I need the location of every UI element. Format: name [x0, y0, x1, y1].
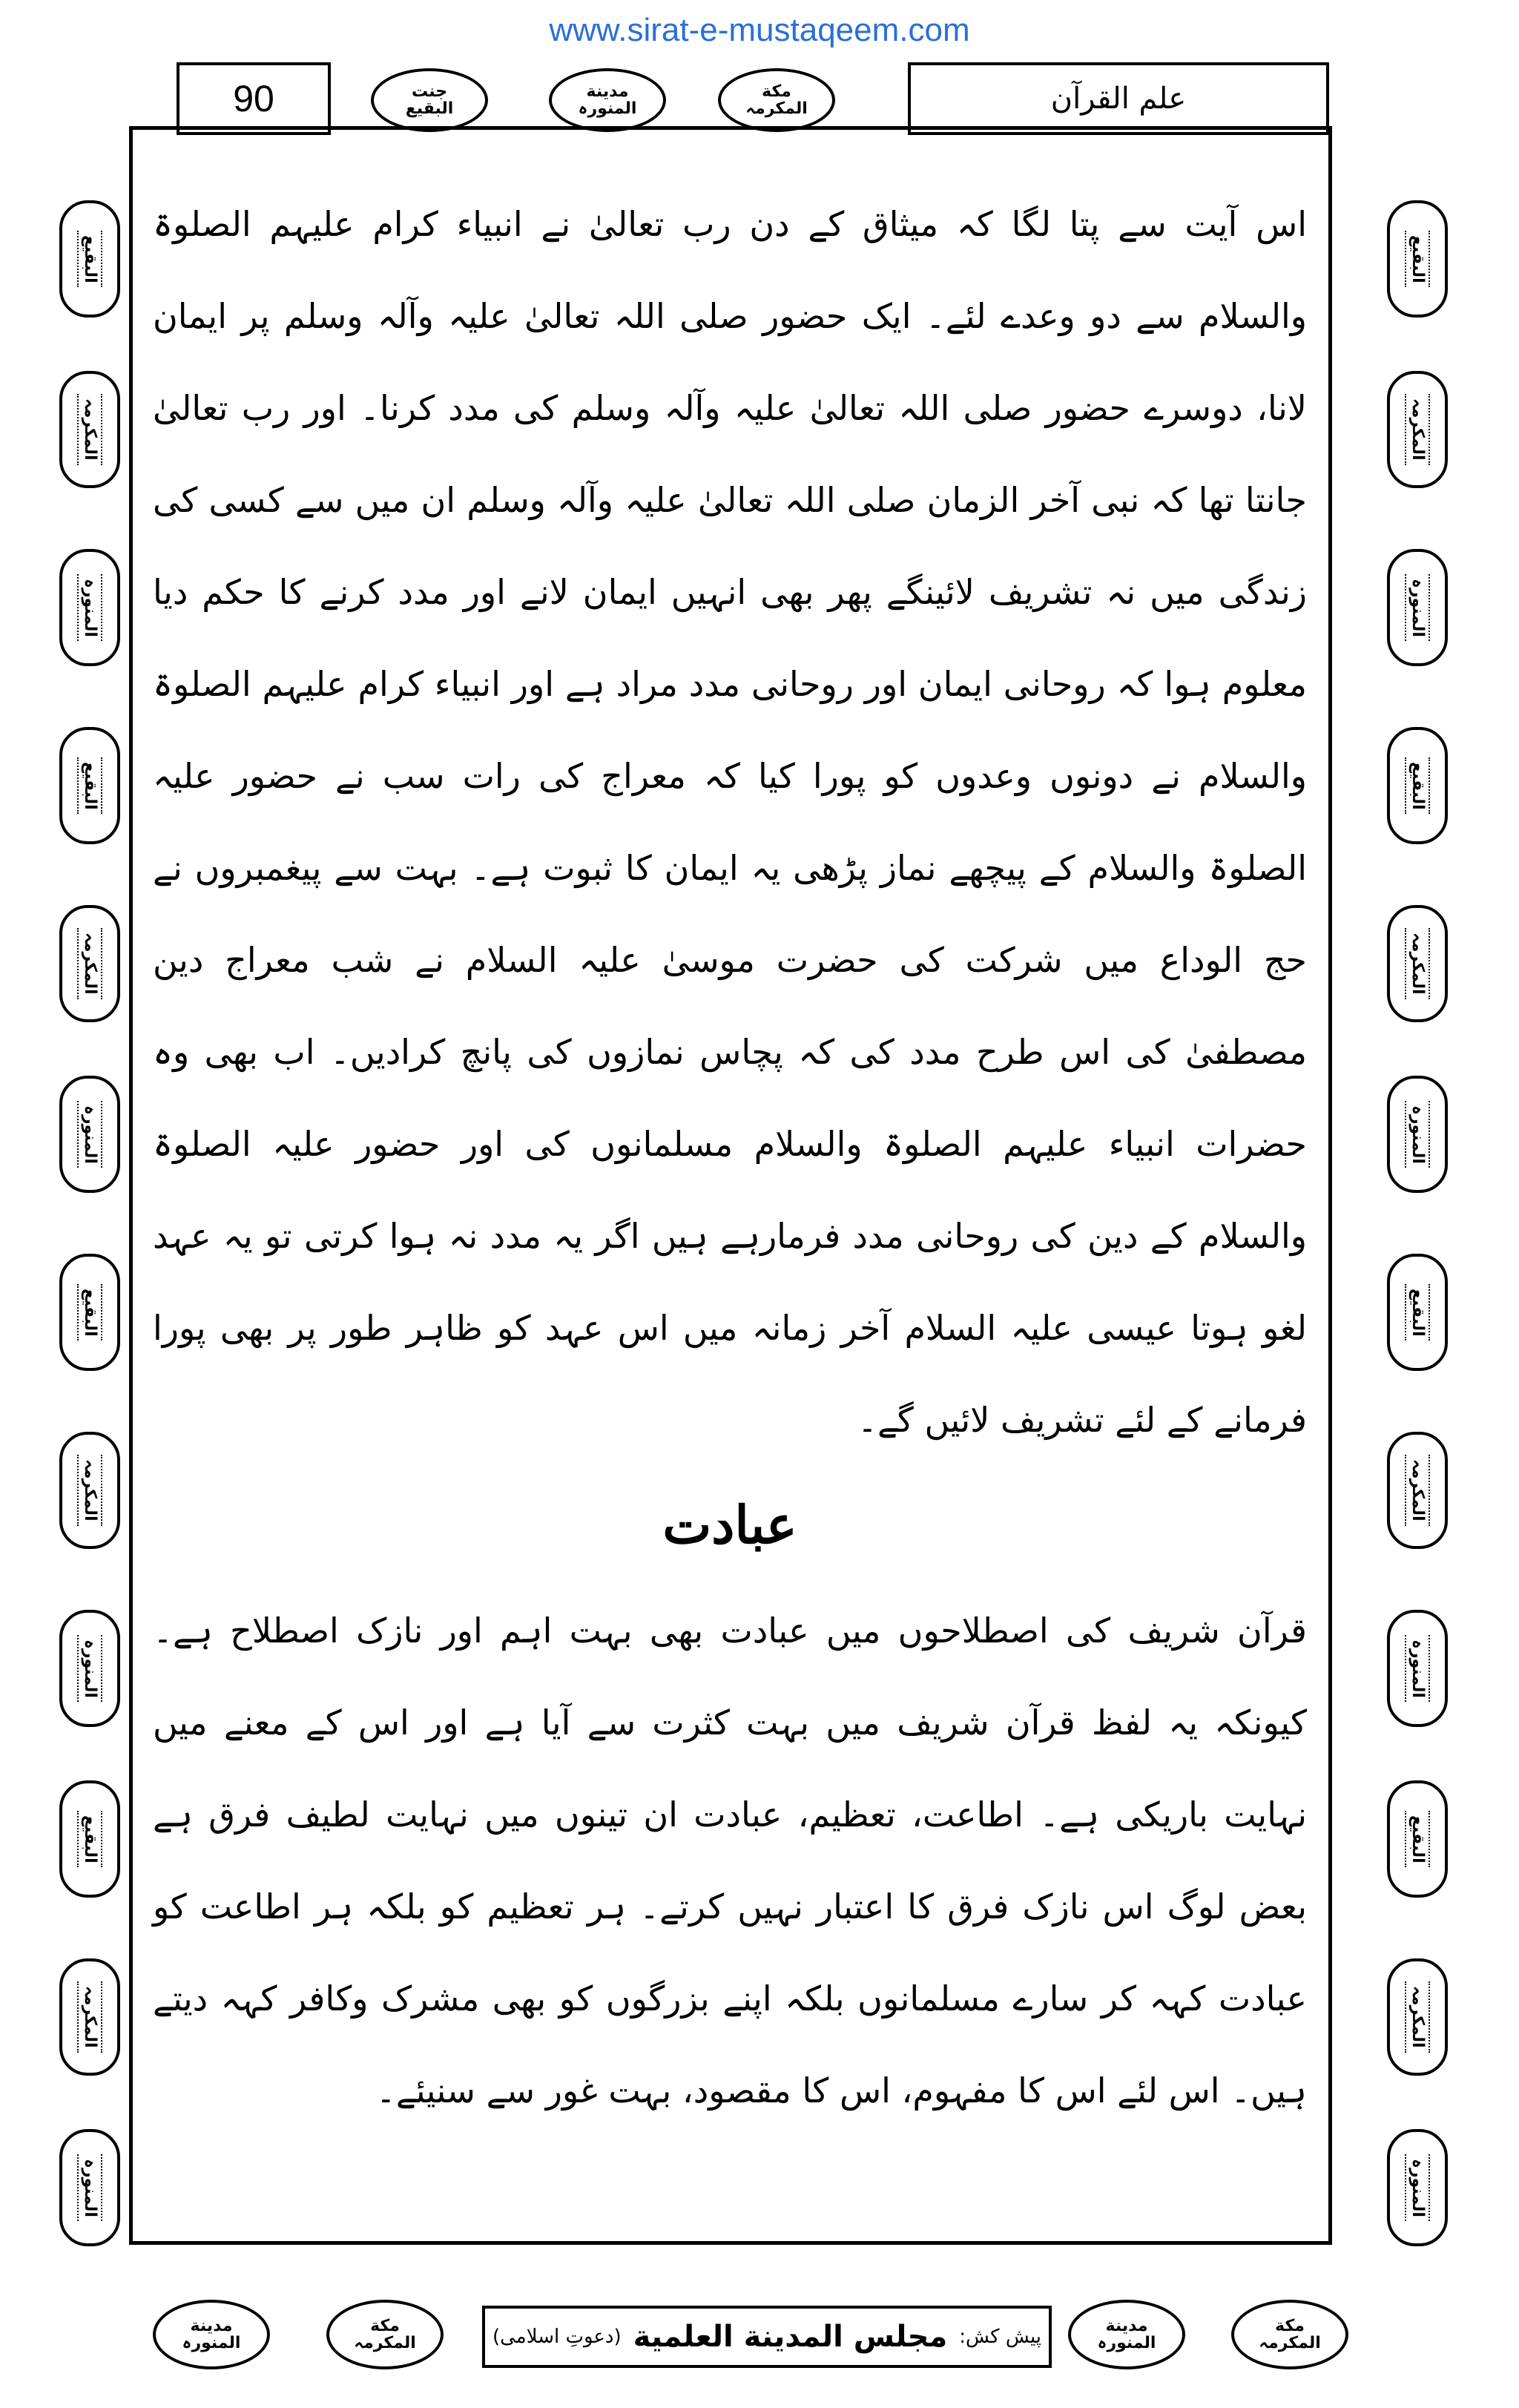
side-ornament-right-2: المکرمہ [1387, 371, 1448, 488]
badge-line2: المکرمہ [1259, 2334, 1321, 2352]
page-content [153, 178, 1307, 2211]
badge-line2: المنورہ [578, 99, 637, 118]
badge-line1: مدینة [190, 2316, 233, 2335]
footer-badge-2 [326, 2300, 444, 2369]
side-ornament-right-8: المکرمہ [1387, 1432, 1448, 1549]
side-ornament-right-7: البقیع [1387, 1254, 1448, 1371]
side-ornament-left-3: المنورہ [59, 549, 120, 666]
badge-line2: المکرمہ [745, 99, 808, 118]
side-ornament-left-9: المنورہ [59, 1610, 120, 1727]
footer-badge-1 [153, 2300, 270, 2369]
side-ornament-left-5: المکرمہ [59, 905, 120, 1022]
side-ornament-left-11: المکرمہ [59, 1958, 120, 2076]
body-paragraph-2: قرآن شریف کی اصطلاحوں میں عبادت بھی بہت اہم اور نازک اصطلاح ہے۔ کیونکہ یہ لفظ قرآن شریف میں بہت کثرت سے آیا ہے اور اس کے معنے میں نہایت باریکی ہے۔ اطاعت، تعظیم، عبادت ان تینوں میں نہایت لطیف فرق ہے بعض لوگ اس نازک فرق کا اعتبار نہیں کرتے۔ ہر تعظیم کو بلکہ ہر اطاعت کو عبادت کہہ کر سارے مسلمانوں بلکہ اپنے بزرگوں کو بھی مشرک وکافر کہہ دیتے ہیں۔ اس لئے اس کا مفہوم، اس کا مقصود، بہت غور سے سنیئے۔ [153, 1611, 1307, 2111]
badge-line2: المکرمہ [354, 2334, 416, 2352]
page-number: 90 [177, 62, 331, 135]
side-ornament-left-6: المنورہ [59, 1076, 120, 1193]
side-ornament-right-11: المکرمہ [1387, 1958, 1448, 2076]
side-ornament-right-9: المنورہ [1387, 1610, 1448, 1727]
badge-line2: المنورہ [182, 2334, 241, 2352]
side-ornament-right-12: المنورہ [1387, 2129, 1448, 2246]
site-url[interactable]: www.sirat-e-mustaqeem.com [549, 12, 970, 48]
badge-line1: مکة [1275, 2316, 1305, 2335]
side-ornament-left-2: المکرمہ [59, 371, 120, 488]
dawat-label: (دعوتِ اسلامی) [492, 2326, 622, 2348]
header-badge-madina [549, 68, 666, 132]
publisher-name: مجلس المدینة العلمیة [633, 2320, 948, 2354]
presented-by-label: پیش کش: [959, 2326, 1042, 2348]
side-ornament-left-8: المکرمہ [59, 1432, 120, 1549]
side-ornament-right-3: المنورہ [1387, 549, 1448, 666]
header-badge-makkah [718, 68, 835, 132]
side-ornament-left-12: المنورہ [59, 2129, 120, 2246]
side-ornament-left-1: البقیع [59, 200, 120, 318]
book-title: علم القرآن [908, 62, 1329, 135]
footer-badge-3 [1068, 2300, 1185, 2369]
header-badge-baqi [371, 68, 488, 132]
section-heading: عبادت [662, 1494, 797, 1556]
badge-line2: البقیع [405, 99, 454, 118]
badge-line1: مکة [370, 2316, 400, 2335]
side-ornament-right-4: البقیع [1387, 727, 1448, 844]
side-ornament-left-10: البقیع [59, 1780, 120, 1898]
side-ornament-left-7: البقیع [59, 1254, 120, 1371]
badge-line1: جنت [411, 82, 448, 101]
body-paragraph-1: اس آیت سے پتا لگا کہ میثاق کے دن رب تعالیٰ نے انبیاء کرام علیہم الصلوۃ والسلام سے دو وعدے لئے۔ ایک حضور صلی اللہ تعالیٰ علیہ وآلہ وسلم پر ایمان لانا، دوسرے حضور صلی اللہ تعالیٰ علیہ وآلہ وسلم کی مدد کرنا۔ اور رب تعالیٰ جانتا تھا کہ نبی آخر الزمان صلی اللہ تعالیٰ علیہ وآلہ وسلم ان میں سے کسی کی زندگی میں نہ تشریف لائینگے پھر بھی انہیں ایمان لانے اور مدد کرنے کا حکم دیا معلوم ہوا کہ روحانی ایمان اور روحانی مدد مراد ہے اور انبیاء کرام علیہم الصلوۃ والسلام نے دونوں وعدوں کو پورا کیا کہ معراج کی رات سب نے حضور علیہ الصلوۃ والسلام کے پیچھے نماز پڑھی یہ ایمان کا ثبوت ہے۔ بہت سے پیغمبروں نے حج الوداع میں شرکت کی حضرت موسیٰ علیہ السلام نے شب معراج دین مصطفیٰ کی اس طرح مدد کی کہ پچاس نمازوں کی پانچ کرادیں۔ اب بھی وہ حضرات انبیاء علیہم الصلوۃ والسلام مسلمانوں کی اور حضور علیہ الصلوۃ والسلام کے دین کی روحانی مدد فرمارہے ہیں اگر یہ مدد نہ ہوا کرتی تو یہ عہد لغو ہوتا عیسی علیہ السلام آخر زمانہ میں اس عہد کو ظاہر طور پر بھی پورا فرمانے کے لئے تشریف لائیں گے۔ [153, 204, 1307, 1440]
footer-badge-4 [1231, 2300, 1348, 2369]
side-ornament-right-5: المکرمہ [1387, 905, 1448, 1022]
side-ornament-right-6: المنورہ [1387, 1076, 1448, 1193]
side-ornament-left-4: البقیع [59, 727, 120, 844]
badge-line2: المنورہ [1097, 2334, 1156, 2352]
badge-line1: مدینة [586, 82, 629, 101]
side-ornament-right-1: البقیع [1387, 200, 1448, 318]
publisher-footer [482, 2306, 1052, 2368]
badge-line1: مکة [762, 82, 791, 101]
badge-line1: مدینة [1105, 2316, 1148, 2335]
side-ornament-right-10: البقیع [1387, 1780, 1448, 1898]
